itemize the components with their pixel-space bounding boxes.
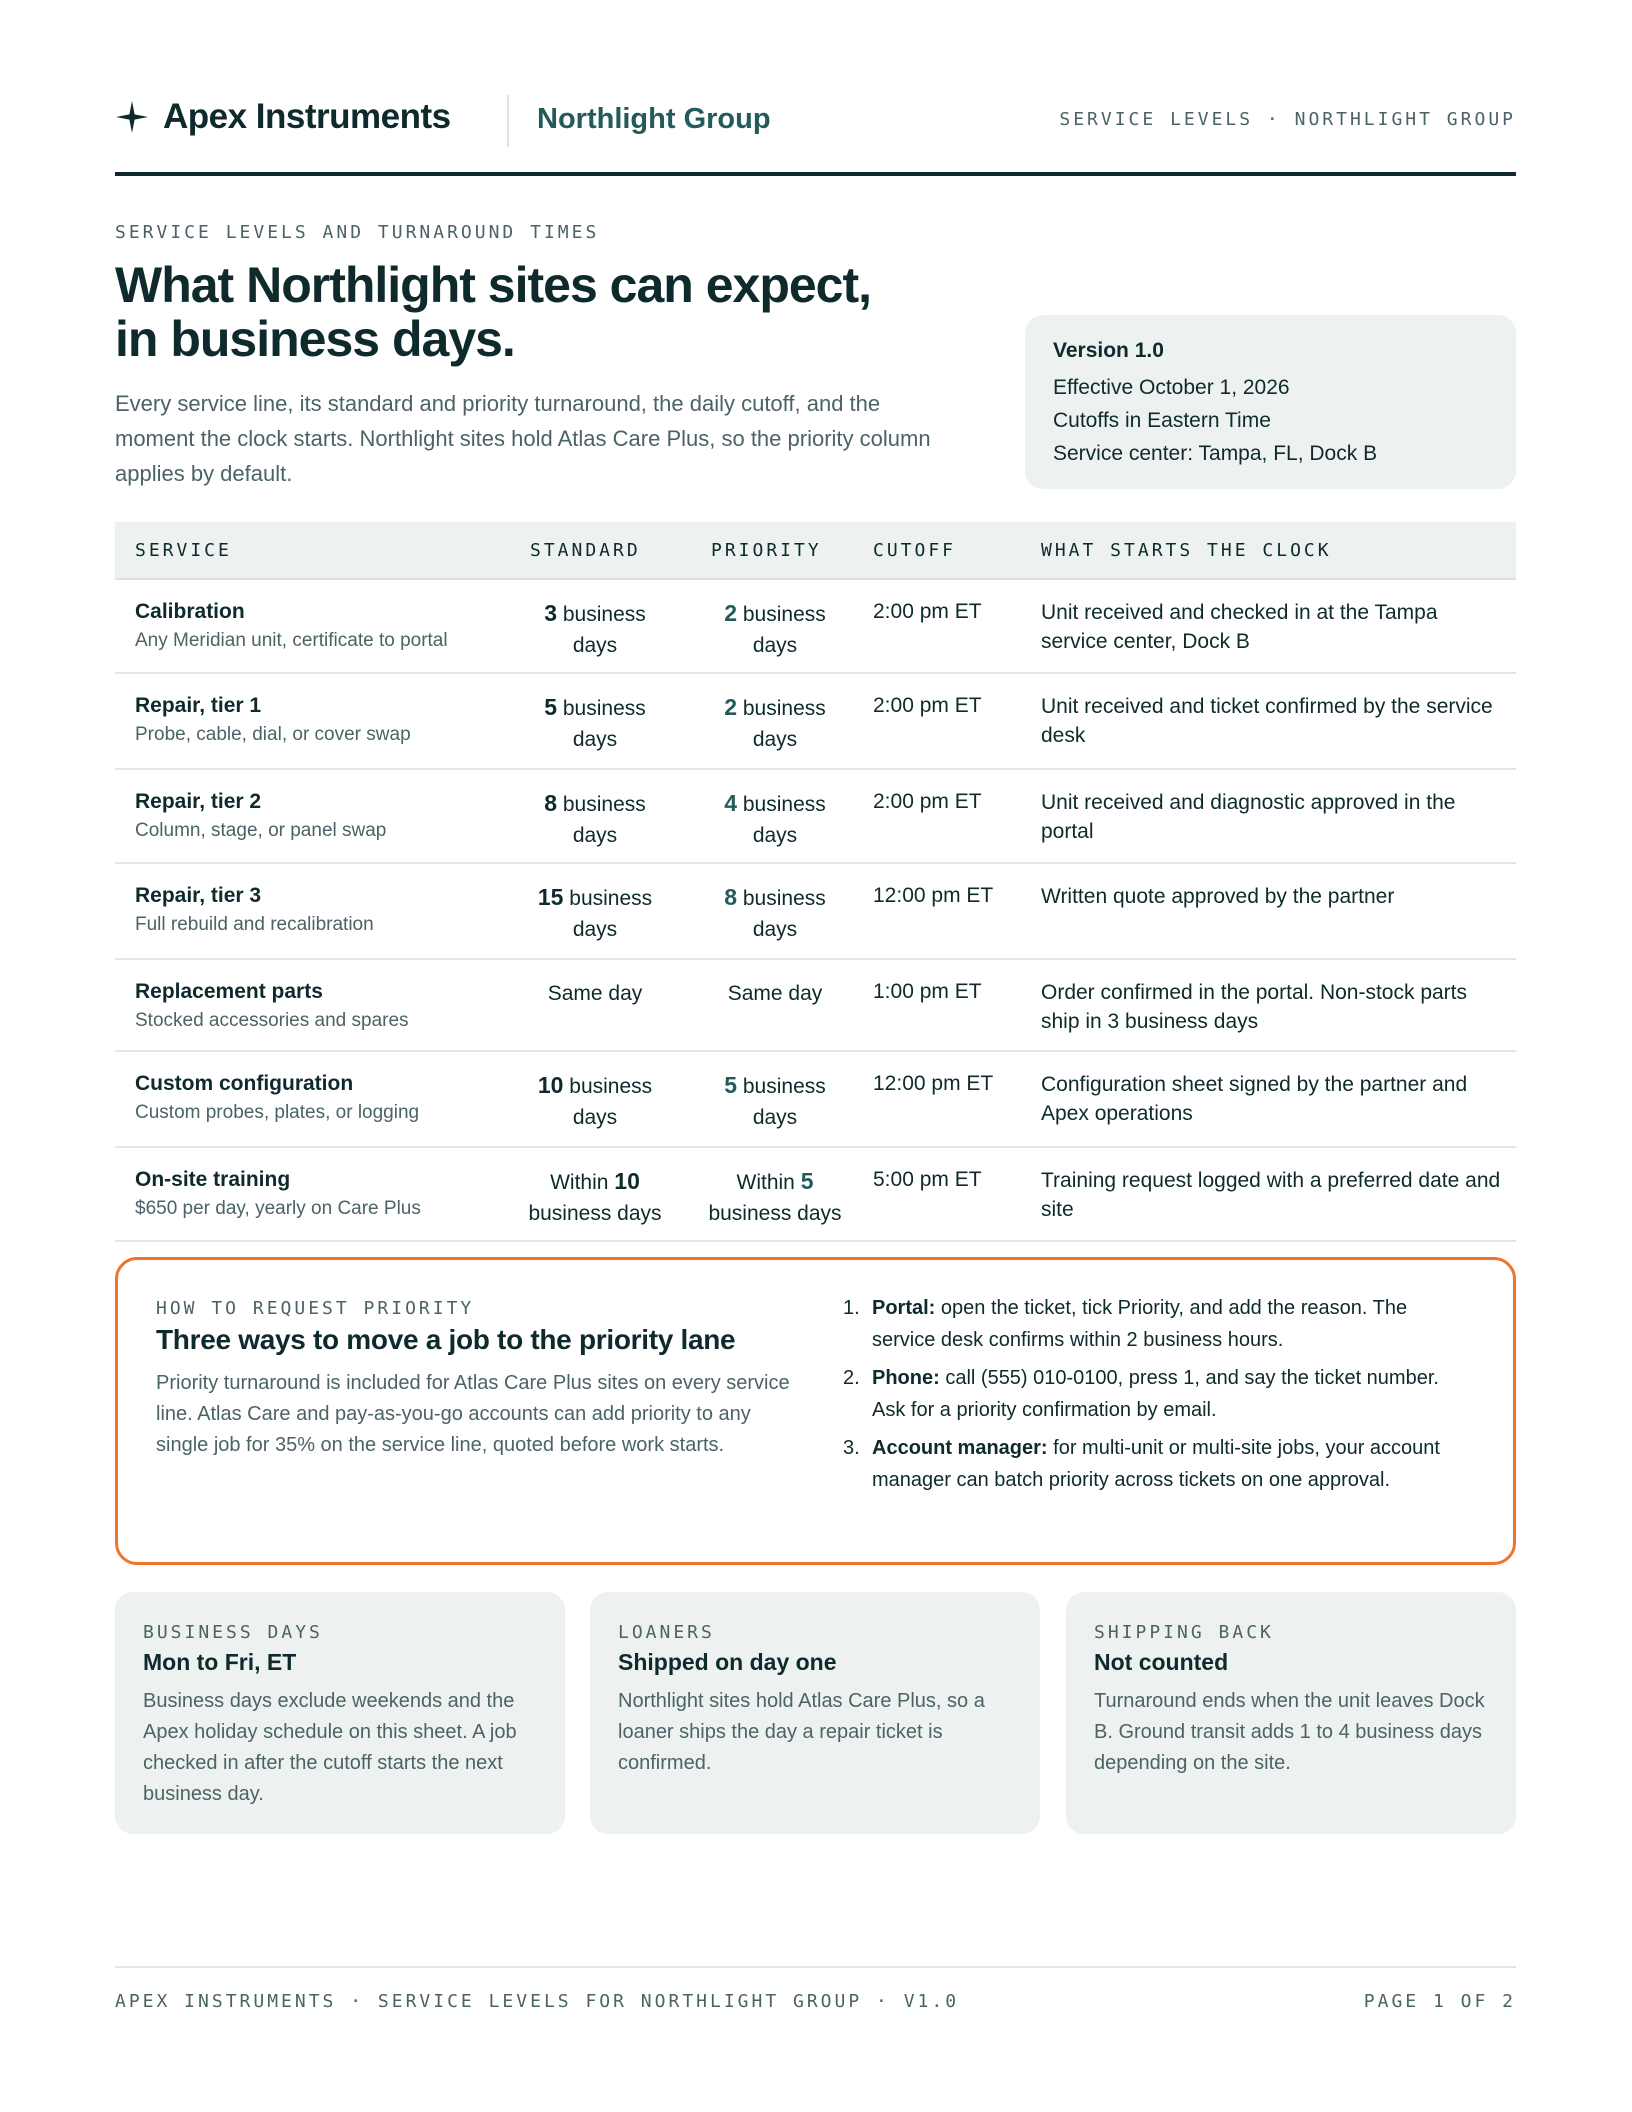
card-business-days bbox=[115, 1592, 565, 1834]
turnaround-unit-line2: business days bbox=[708, 1202, 842, 1225]
card-body: Business days exclude weekends and the Apex holiday schedule on this sheet. A job checked in after the cutoff starts the next business day. bbox=[143, 1690, 517, 1805]
version-card bbox=[1025, 315, 1516, 489]
turnaround-days: 4 bbox=[724, 790, 738, 816]
priority-turnaround bbox=[685, 1070, 865, 1133]
standard-turnaround bbox=[505, 978, 685, 1009]
table-row bbox=[115, 674, 1516, 770]
priority-body: Priority turnaround is included for Atlas Care Plus sites on every service line. Atlas Care and pay-as-you-go accounts can add priority to any single job for 35% on the service line, quoted before work starts. bbox=[156, 1372, 790, 1456]
table-header bbox=[115, 522, 1516, 580]
four-point-star-icon bbox=[115, 100, 149, 134]
service-description: Full rebuild and recalibration bbox=[135, 914, 374, 935]
card-eyebrow: BUSINESS DAYS bbox=[143, 1622, 323, 1643]
table-row bbox=[115, 864, 1516, 960]
header-clock-start: WHAT STARTS THE CLOCK bbox=[1041, 540, 1332, 561]
turnaround-days: 8 bbox=[544, 790, 558, 816]
turnaround-unit: business bbox=[563, 887, 653, 910]
service-description: Column, stage, or panel swap bbox=[135, 820, 387, 841]
turnaround-unit-line2: days bbox=[752, 824, 798, 847]
table-row bbox=[115, 1148, 1516, 1242]
cutoff-time: 12:00 pm ET bbox=[873, 1072, 994, 1095]
turnaround-unit: business bbox=[737, 1075, 826, 1098]
service-description: Custom probes, plates, or logging bbox=[135, 1102, 420, 1123]
version-timezone: Cutoffs in Eastern Time bbox=[1053, 409, 1271, 432]
client-name: Northlight Group bbox=[537, 103, 771, 135]
service-name: Replacement parts bbox=[135, 980, 323, 1003]
priority-step-portal bbox=[843, 1292, 1463, 1356]
service-name: Custom configuration bbox=[135, 1072, 354, 1095]
turnaround-days: 10 bbox=[537, 1072, 564, 1098]
cutoff-time: 2:00 pm ET bbox=[873, 790, 982, 813]
priority-turnaround bbox=[685, 1166, 865, 1229]
turnaround-unit: business bbox=[557, 793, 646, 816]
card-title: Shipped on day one bbox=[618, 1649, 837, 1675]
step-text: open the ticket, tick Priority, and add the reason. The service desk confirms within 2 business hours. bbox=[872, 1297, 1408, 1351]
card-shipping-back bbox=[1066, 1592, 1516, 1834]
card-title: Not counted bbox=[1094, 1649, 1229, 1675]
priority-step-phone bbox=[843, 1362, 1463, 1426]
turnaround-unit-line2: business days bbox=[528, 1202, 662, 1225]
turnaround-unit: business bbox=[737, 697, 826, 720]
turnaround-unit-line2: days bbox=[572, 918, 618, 941]
service-name: Repair, tier 3 bbox=[135, 884, 262, 907]
step-label: Account manager: bbox=[872, 1437, 1048, 1459]
brand bbox=[115, 97, 451, 137]
intro-eyebrow: SERVICE LEVELS AND TURNAROUND TIMES bbox=[115, 222, 600, 243]
service-cell bbox=[135, 978, 495, 1036]
service-cell bbox=[135, 882, 495, 940]
turnaround-unit-line2: days bbox=[572, 1106, 618, 1129]
step-label: Portal: bbox=[872, 1297, 936, 1319]
service-description: Stocked accessories and spares bbox=[135, 1010, 409, 1031]
cutoff-time: 1:00 pm ET bbox=[873, 980, 982, 1003]
priority-turnaround bbox=[685, 598, 865, 661]
turnaround-unit: business bbox=[563, 1075, 653, 1098]
clock-start: Unit received and ticket confirmed by the service desk bbox=[1041, 695, 1493, 747]
turnaround-days: 10 bbox=[614, 1168, 640, 1194]
priority-step-account-manager bbox=[843, 1432, 1463, 1496]
clock-start: Written quote approved by the partner bbox=[1041, 885, 1395, 908]
turnaround-days: 3 bbox=[544, 600, 558, 626]
priority-callout bbox=[115, 1257, 1516, 1565]
header-section-label: SERVICE LEVELS · NORTHLIGHT GROUP bbox=[1059, 109, 1516, 130]
priority-turnaround bbox=[685, 978, 865, 1009]
service-name: Repair, tier 2 bbox=[135, 790, 262, 813]
title-line-1: What Northlight sites can expect, bbox=[115, 257, 872, 313]
cutoff-time: 5:00 pm ET bbox=[873, 1168, 982, 1191]
table-row bbox=[115, 960, 1516, 1052]
service-name: On-site training bbox=[135, 1168, 291, 1191]
header-standard: STANDARD bbox=[530, 540, 641, 561]
title-line-2: in business days. bbox=[115, 311, 515, 367]
version-service-center: Service center: Tampa, FL, Dock B bbox=[1053, 442, 1378, 465]
turnaround-unit-line2: days bbox=[752, 1106, 798, 1129]
service-levels-table bbox=[115, 522, 1516, 1242]
standard-turnaround bbox=[505, 1166, 685, 1229]
turnaround-unit-line2: days bbox=[752, 634, 798, 657]
version-title: Version 1.0 bbox=[1053, 339, 1164, 362]
header-service: SERVICE bbox=[135, 540, 232, 561]
priority-turnaround bbox=[685, 788, 865, 851]
cutoff-time: 12:00 pm ET bbox=[873, 884, 994, 907]
card-body: Turnaround ends when the unit leaves Dock B. Ground transit adds 1 to 4 business days depending on the site. bbox=[1094, 1690, 1485, 1774]
service-cell bbox=[135, 1166, 495, 1224]
header-rule bbox=[115, 172, 1516, 176]
clock-start: Training request logged with a preferred date and site bbox=[1041, 1169, 1501, 1221]
service-cell bbox=[135, 692, 495, 750]
turnaround-unit: business bbox=[737, 603, 826, 626]
clock-start: Configuration sheet signed by the partner and Apex operations bbox=[1041, 1073, 1468, 1125]
standard-turnaround bbox=[505, 788, 685, 851]
turnaround-unit-line2: days bbox=[752, 728, 798, 751]
header-priority: PRIORITY bbox=[711, 540, 822, 561]
clock-start: Unit received and checked in at the Tampa service center, Dock B bbox=[1041, 601, 1438, 653]
turnaround-prefix: Within bbox=[736, 1171, 801, 1194]
service-name: Repair, tier 1 bbox=[135, 694, 262, 717]
turnaround-text: Same day bbox=[547, 982, 643, 1005]
card-eyebrow: SHIPPING BACK bbox=[1094, 1622, 1274, 1643]
turnaround-unit-line2: days bbox=[572, 728, 618, 751]
standard-turnaround bbox=[505, 598, 685, 661]
turnaround-text: Same day bbox=[727, 982, 823, 1005]
turnaround-days: 5 bbox=[800, 1168, 814, 1194]
turnaround-days: 5 bbox=[724, 1072, 738, 1098]
service-cell bbox=[135, 788, 495, 846]
step-number: 2. bbox=[843, 1367, 860, 1389]
version-effective: Effective October 1, 2026 bbox=[1053, 376, 1290, 399]
brand-name: Apex Instruments bbox=[163, 97, 451, 136]
step-text: call (555) 010-0100, press 1, and say the ticket number. Ask for a priority confirmation by email. bbox=[872, 1367, 1439, 1421]
footer-left: APEX INSTRUMENTS · SERVICE LEVELS FOR NORTHLIGHT GROUP · V1.0 bbox=[115, 1991, 960, 2012]
turnaround-days: 5 bbox=[544, 694, 558, 720]
page-number: PAGE 1 OF 2 bbox=[1363, 1991, 1516, 2012]
step-label: Phone: bbox=[872, 1367, 940, 1389]
service-cell bbox=[135, 598, 495, 656]
turnaround-unit: business bbox=[557, 697, 646, 720]
intro-lede: Every service line, its standard and priority turnaround, the daily cutoff, and the moment the clock starts. Northlight sites hold Atlas Care Plus, so the priority column applies by default. bbox=[115, 391, 931, 486]
priority-steps bbox=[843, 1292, 1463, 1502]
header bbox=[115, 95, 1516, 175]
step-number: 3. bbox=[843, 1437, 860, 1459]
step-number: 1. bbox=[843, 1297, 860, 1319]
card-title: Mon to Fri, ET bbox=[143, 1649, 297, 1675]
clock-start: Order confirmed in the portal. Non-stock parts ship in 3 business days bbox=[1041, 981, 1468, 1033]
footer-rule bbox=[115, 1966, 1516, 1968]
standard-turnaround bbox=[505, 692, 685, 755]
turnaround-days: 15 bbox=[537, 884, 564, 910]
card-body: Northlight sites hold Atlas Care Plus, so a loaner ships the day a repair ticket is confirmed. bbox=[618, 1690, 985, 1774]
step-text: for multi-unit or multi-site jobs, your account manager can batch priority across tickets on one approval. bbox=[872, 1437, 1440, 1491]
service-cell bbox=[135, 1070, 495, 1128]
service-name: Calibration bbox=[135, 600, 245, 623]
table-body bbox=[115, 580, 1516, 1242]
priority-eyebrow: HOW TO REQUEST PRIORITY bbox=[156, 1298, 475, 1319]
clock-start: Unit received and diagnostic approved in the portal bbox=[1041, 791, 1456, 843]
turnaround-unit-line2: days bbox=[572, 824, 618, 847]
card-eyebrow: LOANERS bbox=[618, 1622, 715, 1643]
standard-turnaround bbox=[505, 882, 685, 945]
priority-title: Three ways to move a job to the priority lane bbox=[156, 1324, 736, 1355]
table-row bbox=[115, 770, 1516, 864]
turnaround-unit: business bbox=[737, 793, 826, 816]
service-description: $650 per day, yearly on Care Plus bbox=[135, 1198, 421, 1219]
service-description: Probe, cable, dial, or cover swap bbox=[135, 724, 411, 745]
service-description: Any Meridian unit, certificate to portal bbox=[135, 630, 448, 651]
turnaround-unit-line2: days bbox=[752, 918, 798, 941]
priority-turnaround bbox=[685, 882, 865, 945]
header-cutoff: CUTOFF bbox=[873, 540, 957, 561]
turnaround-days: 2 bbox=[724, 694, 738, 720]
turnaround-days: 2 bbox=[724, 600, 738, 626]
header-divider bbox=[507, 95, 509, 147]
turnaround-unit: business bbox=[737, 887, 826, 910]
cutoff-time: 2:00 pm ET bbox=[873, 694, 982, 717]
card-loaners bbox=[590, 1592, 1040, 1834]
turnaround-prefix: Within bbox=[550, 1171, 615, 1194]
info-cards bbox=[115, 1592, 1516, 1834]
page-title bbox=[115, 258, 995, 366]
turnaround-days: 8 bbox=[724, 884, 738, 910]
standard-turnaround bbox=[505, 1070, 685, 1133]
turnaround-unit-line2: days bbox=[572, 634, 618, 657]
table-row bbox=[115, 1052, 1516, 1148]
cutoff-time: 2:00 pm ET bbox=[873, 600, 982, 623]
turnaround-unit: business bbox=[557, 603, 646, 626]
priority-turnaround bbox=[685, 692, 865, 755]
table-row bbox=[115, 580, 1516, 674]
